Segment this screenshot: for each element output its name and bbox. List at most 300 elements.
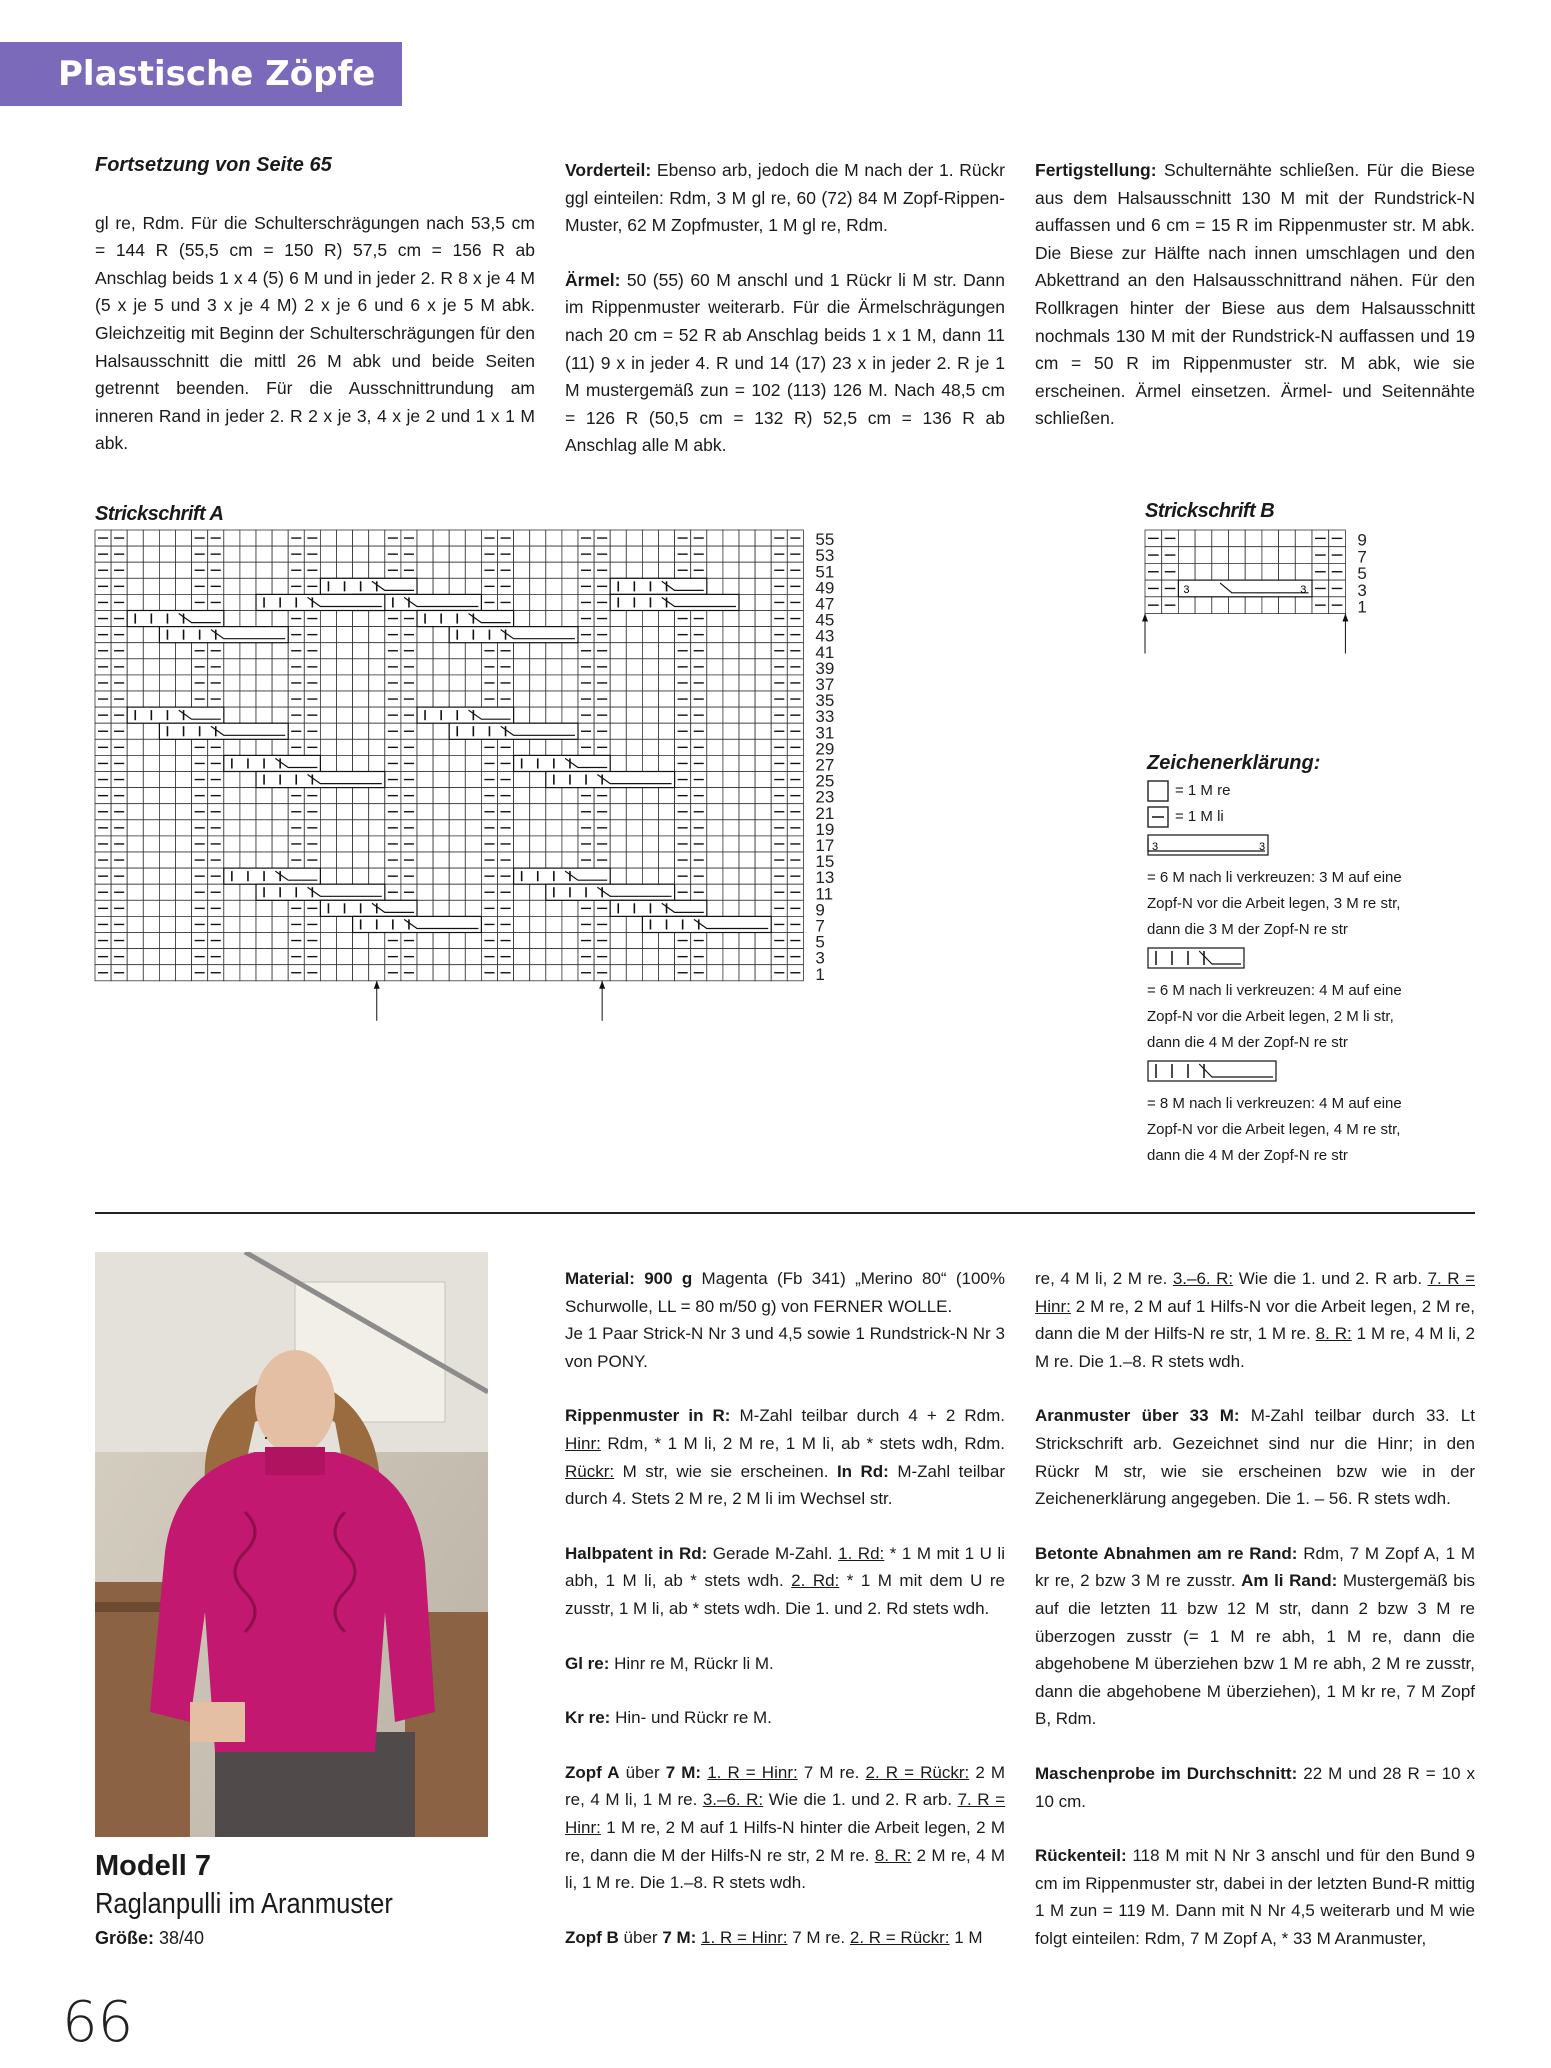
chart-a-cable xyxy=(224,755,321,771)
chart-a-cell xyxy=(176,788,192,804)
chart-b-cable-count: 3 xyxy=(1300,584,1307,597)
chart-a-cell xyxy=(417,643,433,659)
chart-a-cell xyxy=(530,965,546,981)
chart-a-cell xyxy=(755,788,771,804)
chart-a-cell xyxy=(546,820,562,836)
chart-a-cell xyxy=(256,739,272,755)
chart-a-cell xyxy=(433,643,449,659)
chart-a-cell xyxy=(159,949,175,965)
chart-b-cell xyxy=(1195,547,1212,564)
chart-a-cell xyxy=(369,627,385,643)
legend-purl: = 1 M li xyxy=(1175,808,1224,825)
chart-a-cell xyxy=(562,804,578,820)
chart-a-cell xyxy=(353,868,369,884)
chart-b-cell xyxy=(1178,547,1195,564)
chart-b-grid xyxy=(1142,530,1367,654)
chart-a-cell xyxy=(256,546,272,562)
chart-a-cell xyxy=(449,820,465,836)
chart-a-cell xyxy=(659,611,675,627)
top-column-1 xyxy=(95,152,535,485)
chart-a-cell xyxy=(159,965,175,981)
chart-a-cell xyxy=(723,755,739,771)
chart-a-cell xyxy=(707,868,723,884)
chart-a-cell xyxy=(143,820,159,836)
chart-a-cell xyxy=(642,836,658,852)
chart-a-cell xyxy=(562,675,578,691)
chart-a-cell xyxy=(707,675,723,691)
chart-a-cable xyxy=(642,916,771,932)
rippen-c: M str, wie sie erscheinen. xyxy=(614,1461,837,1481)
halb-c: * 1 M mit dem U re zusstr, 1 M li, ab * stets wdh. Die 1. und 2. Rd stets wdh. xyxy=(565,1571,1005,1618)
chart-a-cell xyxy=(143,772,159,788)
chart-a-cell xyxy=(546,707,562,723)
chart-a-cell xyxy=(723,868,739,884)
chart-a-cell xyxy=(449,562,465,578)
chart-a-cell xyxy=(417,530,433,546)
chart-a-cell xyxy=(337,916,353,932)
chart-a-cable xyxy=(224,868,321,884)
chart-a-cell xyxy=(159,594,175,610)
chart-a-cell xyxy=(546,804,562,820)
chart-a-cell xyxy=(417,788,433,804)
chart-b-arrow-head xyxy=(1142,614,1148,622)
chart-a-cell xyxy=(755,546,771,562)
rippen-a: M-Zahl teilbar durch 4 + 2 Rdm. xyxy=(730,1406,1005,1426)
chart-a-cell xyxy=(127,916,143,932)
chart-a-cell xyxy=(739,594,755,610)
chart-a-cell xyxy=(530,804,546,820)
chart-a-cell xyxy=(626,691,642,707)
chart-a-cell xyxy=(176,949,192,965)
chart-a-cell xyxy=(320,675,336,691)
chart-b-cell xyxy=(1279,563,1296,580)
chart-a-cell xyxy=(739,643,755,659)
zopfa-7: 7 M: xyxy=(665,1762,702,1782)
chart-a-cell xyxy=(433,820,449,836)
chart-a-cell xyxy=(723,949,739,965)
chart-a-cell xyxy=(159,675,175,691)
vorderteil-text: Ebenso arb, jedoch die M nach der 1. Rückr ggl einteilen: Rdm, 3 M gl re, 60 (72) 84 M Zopf-Rippen-Muster, 62 M Zopfmuster, 1 M gl re, Rdm. xyxy=(565,160,1005,236)
chart-a-cell xyxy=(272,707,288,723)
chart-a-cell xyxy=(369,804,385,820)
chart-a-cell xyxy=(224,659,240,675)
legend-cable-frame xyxy=(1148,948,1244,968)
chart-a-cell xyxy=(610,788,626,804)
chart-a-cell xyxy=(224,804,240,820)
top-column-2 xyxy=(565,157,1005,487)
chart-a-cell xyxy=(127,691,143,707)
chart-a-cell xyxy=(433,965,449,981)
chart-a-cell xyxy=(514,578,530,594)
chart-a-cell xyxy=(272,546,288,562)
chart-a-cell xyxy=(433,804,449,820)
chart-a-cell xyxy=(465,852,481,868)
chart-a-cell xyxy=(626,659,642,675)
rippen-rd-label: In Rd: xyxy=(836,1461,889,1481)
chart-a-cell xyxy=(369,852,385,868)
chart-a-cell xyxy=(707,884,723,900)
chart-a-cell xyxy=(159,643,175,659)
zopfb-r7: 7. R = Hinr: xyxy=(1035,1269,1475,1316)
chart-a-cell xyxy=(610,530,626,546)
chart-a-cell xyxy=(337,788,353,804)
chart-a-cell xyxy=(320,562,336,578)
chart-a-cell xyxy=(723,723,739,739)
chart-a-cell xyxy=(659,723,675,739)
chart-a-cell xyxy=(642,788,658,804)
chart-a-cable xyxy=(610,900,707,916)
chart-a-cell xyxy=(143,804,159,820)
chart-a-cell xyxy=(755,836,771,852)
chart-a-cell xyxy=(707,772,723,788)
section-header xyxy=(0,42,402,106)
chart-a-cell xyxy=(353,627,369,643)
chart-a-cell xyxy=(562,852,578,868)
chart-a-cell xyxy=(465,965,481,981)
chart-a-cell xyxy=(337,739,353,755)
chart-a-cell xyxy=(546,933,562,949)
chart-b-cell xyxy=(1295,530,1312,547)
chart-a-cable xyxy=(256,772,385,788)
chart-a-cell xyxy=(159,739,175,755)
chart-a-cell xyxy=(369,562,385,578)
chart-a-cell xyxy=(433,852,449,868)
chart-b-cell xyxy=(1262,547,1279,564)
chart-a-cell xyxy=(707,900,723,916)
chart-a-cell xyxy=(723,530,739,546)
chart-a-row-label: 51 xyxy=(815,562,835,582)
chart-b-cell xyxy=(1212,597,1229,614)
chart-a-cell xyxy=(530,884,546,900)
chart-a-cell xyxy=(176,594,192,610)
chart-a-cell xyxy=(642,530,658,546)
gl-text: Hinr re M, Rückr li M. xyxy=(609,1653,774,1673)
chart-a-cell xyxy=(417,723,433,739)
chart-a-cell xyxy=(514,788,530,804)
chart-a-cell xyxy=(159,788,175,804)
chart-a-cell xyxy=(514,675,530,691)
chart-a-cable xyxy=(127,707,224,723)
chart-a-cell xyxy=(755,562,771,578)
chart-a-cell xyxy=(240,691,256,707)
chart-a-row-label: 47 xyxy=(815,594,835,614)
zopfb-cont-b: Wie die 1. und 2. R arb. xyxy=(1233,1269,1428,1288)
chart-a-cell xyxy=(176,546,192,562)
chart-a-cell xyxy=(530,611,546,627)
chart-a-cell xyxy=(417,562,433,578)
chart-a-cable xyxy=(514,868,611,884)
chart-a-cell xyxy=(176,562,192,578)
chart-a-cell xyxy=(127,804,143,820)
chart-a-cell xyxy=(256,659,272,675)
chart-a-cell xyxy=(739,707,755,723)
chart-a-cell xyxy=(707,852,723,868)
aran-text: M-Zahl teilbar durch 33. Lt Strickschrift arb. Gezeichnet sind nur die Hinr; in den Rückr M str, wie sie erscheinen bzw wie in der Zeichenerklärung angegeben. Die 1. – 56. R stets wdh. xyxy=(1035,1406,1475,1509)
chart-a-cell xyxy=(127,884,143,900)
chart-a-cell xyxy=(272,659,288,675)
chart-a-cell xyxy=(610,820,626,836)
zopfa-f: 2 M re, 4 M li, 1 M re. Die 1.–8. R stets wdh. xyxy=(565,1845,1005,1893)
chart-a-cell xyxy=(642,739,658,755)
chart-a-cell xyxy=(723,659,739,675)
chart-a-cell xyxy=(256,530,272,546)
chart-a-cell xyxy=(320,643,336,659)
chart-a-cell xyxy=(449,868,465,884)
chart-a-cell xyxy=(626,546,642,562)
chart-a-cell xyxy=(659,949,675,965)
chart-a-cell xyxy=(240,933,256,949)
chart-a-cell xyxy=(755,578,771,594)
chart-a-cell xyxy=(159,916,175,932)
chart-a-cell xyxy=(546,643,562,659)
chart-a-cell xyxy=(159,659,175,675)
chart-a-cell xyxy=(353,965,369,981)
chart-a-cell xyxy=(353,562,369,578)
chart-a-cell xyxy=(320,530,336,546)
chart-a-cell xyxy=(514,820,530,836)
rippen-hinr: Hinr: xyxy=(565,1433,601,1453)
chart-a-cell xyxy=(707,788,723,804)
chart-a-cell xyxy=(272,949,288,965)
chart-a-cell xyxy=(514,965,530,981)
chart-a-cell xyxy=(562,965,578,981)
chart-a-cell xyxy=(465,772,481,788)
chart-a-cell xyxy=(433,546,449,562)
chart-a-cell xyxy=(256,707,272,723)
chart-a-cell xyxy=(353,707,369,723)
chart-a-cell xyxy=(353,739,369,755)
chart-a-cell xyxy=(417,965,433,981)
chart-a-cell xyxy=(143,594,159,610)
chart-a-cell xyxy=(159,820,175,836)
chart-a-cell xyxy=(546,562,562,578)
chart-a-cell xyxy=(659,755,675,771)
chart-a-cell xyxy=(320,546,336,562)
chart-a-grid xyxy=(95,530,834,1021)
zopfb-r8: 8. R: xyxy=(1315,1324,1352,1344)
chart-a-cell xyxy=(337,820,353,836)
chart-a-cell xyxy=(465,546,481,562)
chart-a-cell xyxy=(739,723,755,739)
chart-a-cell xyxy=(626,916,642,932)
chart-a-cell xyxy=(562,594,578,610)
chart-a-cell xyxy=(659,562,675,578)
chart-a-cell xyxy=(546,675,562,691)
chart-a-cell xyxy=(369,691,385,707)
chart-a-cell xyxy=(176,916,192,932)
chart-a-cell xyxy=(240,530,256,546)
chart-a-row-label: 23 xyxy=(815,787,835,807)
chart-a-cell xyxy=(353,675,369,691)
chart-a-cell xyxy=(723,627,739,643)
chart-a-cell xyxy=(224,530,240,546)
chart-b-cell xyxy=(1279,530,1296,547)
chart-a-cell xyxy=(739,675,755,691)
chart-a-cell xyxy=(320,755,336,771)
chart-a-cell xyxy=(143,691,159,707)
section-title: Plastische Zöpfe xyxy=(58,54,376,94)
chart-b-cell xyxy=(1212,530,1229,547)
chart-a-cell xyxy=(530,578,546,594)
chart-a-cell xyxy=(723,546,739,562)
chart-a-cell xyxy=(240,707,256,723)
chart-a-cell xyxy=(143,530,159,546)
chart-a-cell xyxy=(127,755,143,771)
zopfa-r2: 2. R = Rückr: xyxy=(865,1762,970,1782)
chart-a-cell xyxy=(449,965,465,981)
chart-a-cell xyxy=(562,643,578,659)
chart-a-cell xyxy=(530,788,546,804)
zopfb-r2: 2. R = Rückr: xyxy=(849,1927,950,1947)
chart-a-cell xyxy=(176,852,192,868)
chart-a-cell xyxy=(176,933,192,949)
chart-a-cell xyxy=(337,723,353,739)
chart-a-cell xyxy=(256,643,272,659)
chart-a-cell xyxy=(642,611,658,627)
zopfa-label: Zopf A xyxy=(565,1762,620,1782)
chart-a-cable xyxy=(610,578,707,594)
chart-a-cell xyxy=(723,965,739,981)
chart-a-cell xyxy=(739,868,755,884)
zopfa-r7: 7. R = Hinr: xyxy=(565,1790,1005,1837)
chart-a-cell xyxy=(465,804,481,820)
fertig-label: Fertigstellung: xyxy=(1035,160,1157,180)
chart-a-cell xyxy=(723,578,739,594)
chart-a-row-label: 21 xyxy=(815,803,835,823)
chart-a-cell xyxy=(610,804,626,820)
chart-a-cell xyxy=(353,643,369,659)
chart-a-cell xyxy=(176,804,192,820)
chart-a-cell xyxy=(159,755,175,771)
chart-a-cell xyxy=(240,562,256,578)
chart-a-cell xyxy=(546,965,562,981)
chart-a-cell xyxy=(417,627,433,643)
continuation-heading: Fortsetzung von Seite 65 xyxy=(95,154,332,176)
chart-a-cell xyxy=(417,933,433,949)
chart-a-row-label: 37 xyxy=(815,675,835,694)
chart-a-cell xyxy=(514,933,530,949)
aran-label: Aranmuster über 33 M: xyxy=(1035,1406,1240,1426)
chart-b-title: Strickschrift B xyxy=(1145,500,1275,522)
chart-a-cell xyxy=(707,643,723,659)
chart-a-cell xyxy=(546,691,562,707)
chart-a-cell xyxy=(240,643,256,659)
chart-a-cell xyxy=(659,707,675,723)
chart-a-cell xyxy=(659,691,675,707)
chart-a-cell xyxy=(176,530,192,546)
chart-a-cell xyxy=(127,546,143,562)
chart-a-cell xyxy=(127,643,143,659)
chart-b-cell xyxy=(1295,597,1312,614)
chart-a-cell xyxy=(626,611,642,627)
chart-a-cell xyxy=(755,691,771,707)
chart-a-row-label: 43 xyxy=(815,626,835,646)
chart-a-cell xyxy=(224,594,240,610)
chart-a-cable xyxy=(449,723,578,739)
chart-a-cell xyxy=(143,933,159,949)
chart-a-cell xyxy=(240,820,256,836)
chart-a-cell xyxy=(143,884,159,900)
chart-a-cable xyxy=(127,611,224,627)
chart-a-cell xyxy=(240,852,256,868)
chart-a-cell xyxy=(337,691,353,707)
chart-a-cell xyxy=(562,546,578,562)
chart-b-cell xyxy=(1245,597,1262,614)
chart-a-cell xyxy=(755,852,771,868)
zopfb-r36: 3.–6. R: xyxy=(1172,1269,1234,1288)
chart-a-cell xyxy=(159,933,175,949)
chart-a-cell xyxy=(530,949,546,965)
chart-a-cell xyxy=(320,723,336,739)
chart-a-cell xyxy=(176,691,192,707)
chart-a-row-label: 25 xyxy=(815,771,835,791)
chart-a-cell xyxy=(127,530,143,546)
chart-a-cell xyxy=(530,836,546,852)
chart-a-cell xyxy=(449,675,465,691)
chart-a-cell xyxy=(465,755,481,771)
chart-a-cell xyxy=(369,965,385,981)
chart-a-cell xyxy=(755,772,771,788)
chart-a-cell xyxy=(369,546,385,562)
chart-a-cell xyxy=(755,707,771,723)
chart-a-cell xyxy=(256,900,272,916)
rueck-text: 118 M mit N Nr 3 anschl und für den Bund 9 cm im Rippenmuster str, dabei in der letzten Bund-R mittig 1 M zun = 119 M. Dann mit N Nr 4,5 weiterarb und M wie folgt einteilen: Rdm, 7 M Zopf A, * 33 M Aranmuster, xyxy=(1035,1846,1475,1948)
chart-b-cell xyxy=(1295,563,1312,580)
chart-a-cell xyxy=(143,643,159,659)
chart-a-cell xyxy=(417,804,433,820)
chart-a-cell xyxy=(659,852,675,868)
chart-a-cell xyxy=(562,578,578,594)
chart-a-cell xyxy=(272,530,288,546)
chart-a-cell xyxy=(449,643,465,659)
chart-a-cell xyxy=(353,820,369,836)
chart-a-cell xyxy=(755,884,771,900)
chart-a-cell xyxy=(530,900,546,916)
chart-a-cell xyxy=(449,836,465,852)
legend-cable6: = 6 M nach li verkreuzen: 3 M auf eine Zopf-N vor die Arbeit legen, 3 M re str, dann die 3 M der Zopf-N re str xyxy=(1147,869,1402,938)
chart-b-cell xyxy=(1279,547,1296,564)
chart-a-row-label: 33 xyxy=(815,707,835,727)
chart-a-cell xyxy=(337,755,353,771)
chart-a-cell xyxy=(626,627,642,643)
chart-a-cell xyxy=(240,594,256,610)
chart-a-cell xyxy=(755,594,771,610)
chart-a-cell xyxy=(256,611,272,627)
chart-a-cell xyxy=(417,852,433,868)
chart-a-cell xyxy=(224,562,240,578)
chart-a-cell xyxy=(530,916,546,932)
chart-a-cell xyxy=(739,530,755,546)
chart-b-cell xyxy=(1229,597,1246,614)
chart-a-cell xyxy=(626,820,642,836)
chart-a-cell xyxy=(626,788,642,804)
chart-a-cell xyxy=(127,578,143,594)
chart-a-arrow-head xyxy=(374,981,380,989)
legend-cable-frame xyxy=(1148,835,1268,855)
chart-a-row-label: 49 xyxy=(815,578,835,598)
zopfa-a: über xyxy=(619,1762,666,1782)
chart-a-cell xyxy=(755,965,771,981)
zopfb-cont-c: 2 M re, 2 M auf 1 Hilfs-N vor die Arbeit legen, 2 M re, dann die M der Hilfs-N re str, 1 M re. xyxy=(1035,1296,1475,1344)
chart-a-cell xyxy=(626,949,642,965)
chart-a-cell xyxy=(739,578,755,594)
chart-a-cell xyxy=(224,611,240,627)
chart-a-cell xyxy=(224,836,240,852)
chart-b-cell xyxy=(1245,563,1262,580)
chart-a-cell xyxy=(659,675,675,691)
chart-a-cell xyxy=(433,659,449,675)
chart-a-cell xyxy=(159,530,175,546)
